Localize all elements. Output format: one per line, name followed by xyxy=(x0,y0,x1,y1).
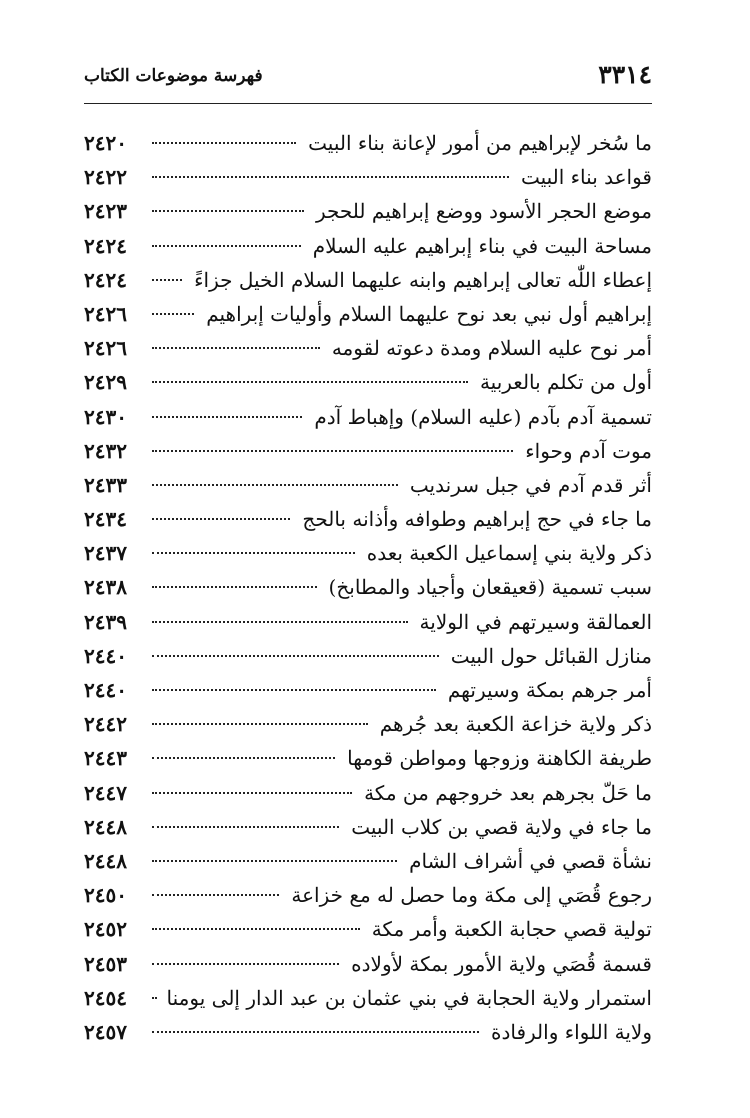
toc-entry-title: سبب تسمية (قعيقعان وأجياد والمطابخ) xyxy=(328,575,652,600)
dot-leader xyxy=(152,963,339,965)
toc-entry xyxy=(84,263,652,297)
dot-leader xyxy=(152,928,360,930)
dot-leader xyxy=(152,347,320,349)
toc-entry xyxy=(84,1015,652,1049)
dot-leader xyxy=(152,450,513,452)
toc-entry-page: ٢٤٢٦ xyxy=(84,336,127,361)
dot-leader xyxy=(152,997,155,999)
toc-entry-page: ٢٤٥٣ xyxy=(84,951,127,976)
dot-leader xyxy=(152,142,296,144)
toc-entry-title: موت آدم وحواء xyxy=(525,438,652,463)
toc-entry xyxy=(84,502,652,536)
toc-entry-page: ٢٤٤٧ xyxy=(84,780,127,805)
toc-entry-title: منازل القبائل حول البيت xyxy=(450,643,652,668)
toc-entry-page: ٢٤٢٤ xyxy=(84,267,127,292)
toc-entry-page: ٢٤٤٢ xyxy=(84,712,127,737)
toc-entry-title: أول من تكلم بالعربية xyxy=(479,370,652,395)
toc-entry-page: ٢٤٢٠ xyxy=(84,131,127,155)
toc-entry-page: ٢٤٣٨ xyxy=(84,575,127,600)
toc-entry-page: ٢٤٣٤ xyxy=(84,507,127,532)
toc-entry-title: تولية قصي حجابة الكعبة وأمر مكة xyxy=(371,917,652,942)
toc-entry-title: العمالقة وسيرتهم في الولاية xyxy=(419,609,652,634)
toc-entry-title: ما جاء في حج إبراهيم وطوافه وأذانه بالحج xyxy=(302,507,652,532)
toc-entry-title: قواعد بناء البيت xyxy=(520,165,652,190)
toc-entry xyxy=(84,741,652,775)
header-rule xyxy=(84,103,652,104)
toc-entry-page: ٢٤٣٣ xyxy=(84,472,127,497)
toc-entry-title: أثر قدم آدم في جبل سرنديب xyxy=(409,472,652,497)
toc-entry-page: ٢٤٤٠ xyxy=(84,643,127,668)
page-number: ٣٣١٤ xyxy=(598,60,652,89)
dot-leader xyxy=(152,176,509,178)
toc-entry-title: قسمة قُصَي ولاية الأمور بمكة لأولاده xyxy=(351,951,652,976)
dot-leader xyxy=(152,655,439,657)
toc-entry-page: ٢٤٣٢ xyxy=(84,438,127,463)
toc-entry-page: ٢٤٤٨ xyxy=(84,848,127,873)
toc-entry-title: أمر نوح عليه السلام ومدة دعوته لقومه xyxy=(331,336,652,361)
toc-entry-title: ذكر ولاية خزاعة الكعبة بعد جُرهم xyxy=(379,712,652,737)
page-header xyxy=(84,58,652,102)
toc-entry xyxy=(84,605,652,639)
toc-entry-title: ما جاء في ولاية قصي بن كلاب البيت xyxy=(351,814,652,839)
dot-leader xyxy=(152,621,408,623)
toc-entry-title: تسمية آدم بآدم (عليه السلام) وإهباط آدم xyxy=(314,404,652,429)
toc-entry-title: نشأة قصي في أشراف الشام xyxy=(409,848,652,873)
toc-entry-page: ٢٤٥٧ xyxy=(84,1019,127,1044)
dot-leader xyxy=(152,279,182,281)
dot-leader xyxy=(152,792,352,794)
toc-entry xyxy=(84,878,652,912)
toc-entry-title: مساحة البيت في بناء إبراهيم عليه السلام xyxy=(312,233,652,258)
toc-entry xyxy=(84,639,652,673)
toc-entry-page: ٢٤٤٣ xyxy=(84,746,127,771)
toc-entry-page: ٢٤٥٤ xyxy=(84,985,127,1010)
toc-entry xyxy=(84,810,652,844)
toc-entry xyxy=(84,365,652,399)
dot-leader xyxy=(152,381,468,383)
dot-leader xyxy=(152,586,317,588)
dot-leader xyxy=(152,894,279,896)
toc-entry-page: ٢٤٣٩ xyxy=(84,609,127,634)
dot-leader xyxy=(152,826,339,828)
toc-entry-page: ٢٤٣٠ xyxy=(84,404,127,429)
toc-entry xyxy=(84,331,652,365)
dot-leader xyxy=(152,689,436,691)
toc-entry xyxy=(84,912,652,946)
running-title: فهرسة موضوعات الكتاب xyxy=(84,66,263,86)
toc-entry xyxy=(84,536,652,570)
toc-entry xyxy=(84,229,652,263)
dot-leader xyxy=(152,518,290,520)
toc-entry xyxy=(84,194,652,228)
dot-leader xyxy=(152,860,397,862)
toc-entry xyxy=(84,981,652,1015)
toc-entry xyxy=(84,160,652,194)
dot-leader xyxy=(152,1031,479,1033)
dot-leader xyxy=(152,210,304,212)
toc-entry-page: ٢٤٢٦ xyxy=(84,301,127,326)
toc-entry-title: ولاية اللواء والرفادة xyxy=(490,1019,652,1044)
toc-entry-page: ٢٤٢٢ xyxy=(84,165,127,190)
dot-leader xyxy=(152,552,355,554)
toc-entry xyxy=(84,400,652,434)
toc-entry xyxy=(84,707,652,741)
dot-leader xyxy=(152,757,335,759)
toc-entry xyxy=(84,844,652,878)
toc-entry-page: ٢٤٤٨ xyxy=(84,814,127,839)
dot-leader xyxy=(152,245,301,247)
toc-entry xyxy=(84,673,652,707)
toc-entry-page: ٢٤٥٠ xyxy=(84,883,127,908)
toc-entry-title: ذكر ولاية بني إسماعيل الكعبة بعده xyxy=(366,541,652,566)
toc-entry xyxy=(84,126,652,160)
table-of-contents xyxy=(84,126,652,1049)
toc-entry-title: ما حَلّ بجرهم بعد خروجهم من مكة xyxy=(364,780,652,805)
toc-entry xyxy=(84,434,652,468)
toc-entry-title: طريفة الكاهنة وزوجها ومواطن قومها xyxy=(347,746,652,771)
toc-entry xyxy=(84,776,652,810)
toc-entry-page: ٢٤٢٩ xyxy=(84,370,127,395)
toc-entry-page: ٢٤٢٣ xyxy=(84,199,127,224)
toc-entry-title: ما سُخر لإبراهيم من أمور لإعانة بناء البيت xyxy=(308,131,652,155)
dot-leader xyxy=(152,416,302,418)
dot-leader xyxy=(152,313,194,315)
toc-entry-page: ٢٤٥٢ xyxy=(84,917,127,942)
dot-leader xyxy=(152,484,398,486)
toc-entry-title: أمر جرهم بمكة وسيرتهم xyxy=(447,678,652,702)
toc-entry xyxy=(84,297,652,331)
toc-entry xyxy=(84,570,652,604)
toc-entry-title: إبراهيم أول نبي بعد نوح عليهما السلام وأوليات إبراهيم xyxy=(206,301,652,326)
toc-entry-page: ٢٤٣٧ xyxy=(84,541,127,566)
toc-entry-title: رجوع قُصَي إلى مكة وما حصل له مع خزاعة xyxy=(291,883,652,908)
toc-entry xyxy=(84,468,652,502)
dot-leader xyxy=(152,723,368,725)
toc-entry-title: موضع الحجر الأسود ووضع إبراهيم للحجر xyxy=(315,199,652,224)
toc-entry xyxy=(84,947,652,981)
toc-entry-page: ٢٤٢٤ xyxy=(84,233,127,258)
toc-entry-title: إعطاء اللّٰه تعالى إبراهيم وابنه عليهما السلام الخيل جزاءً xyxy=(194,267,652,292)
toc-entry-page: ٢٤٤٠ xyxy=(84,678,127,702)
toc-entry-title: استمرار ولاية الحجابة في بني عثمان بن عبد الدار إلى يومنا xyxy=(166,985,652,1010)
